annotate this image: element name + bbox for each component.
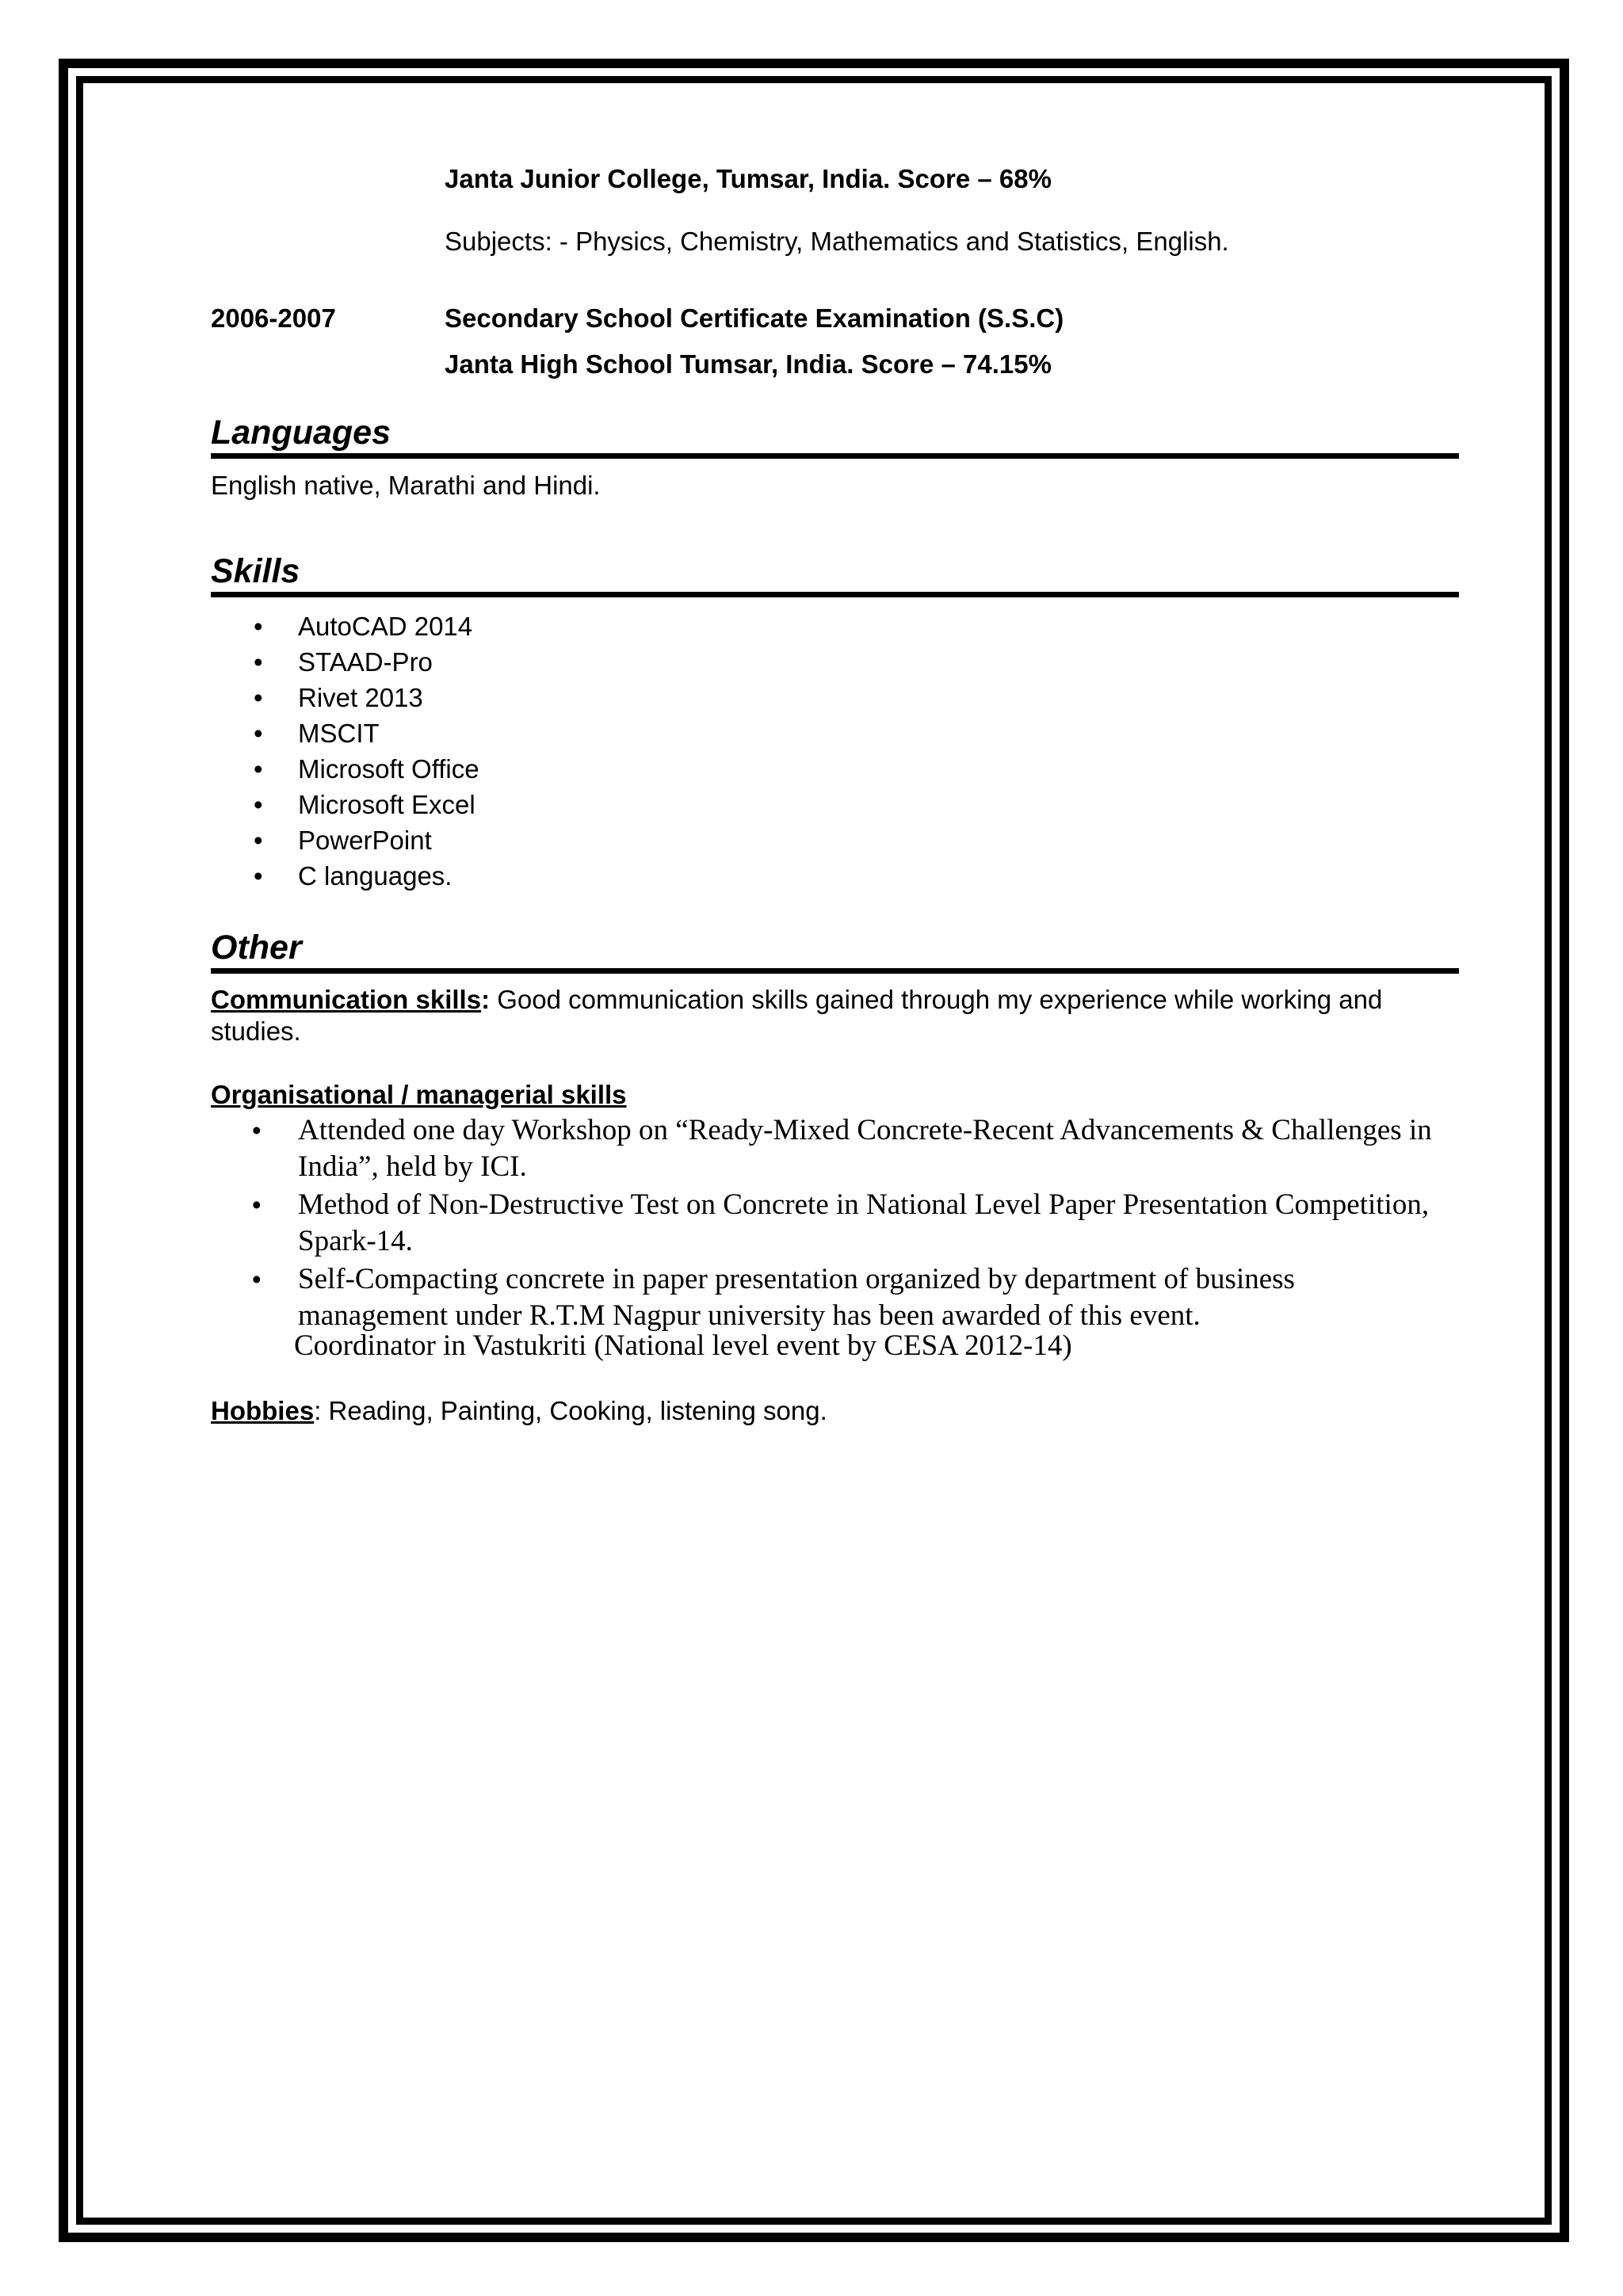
org-skills-label: Organisational / managerial skills	[211, 1080, 627, 1109]
communication-text: Good communication skills gained through my experience while working and studies.	[211, 985, 1383, 1046]
hobbies-text: : Reading, Painting, Cooking, listening song.	[314, 1396, 827, 1425]
bullet-icon: •	[254, 719, 263, 748]
list-item: • PowerPoint	[211, 822, 479, 858]
hsc-school: Janta Junior College, Tumsar, India. Score – 68%	[445, 164, 1052, 193]
communication-label: Communication skills	[211, 985, 482, 1014]
ssc-year: 2006-2007	[211, 303, 336, 333]
ssc-school: Janta High School Tumsar, India. Score – 74.15%	[445, 349, 1052, 379]
bullet-icon: •	[254, 754, 263, 784]
bullet-icon: •	[254, 612, 263, 641]
hobbies-line	[211, 1396, 827, 1426]
hsc-subjects: Subjects: - Physics, Chemistry, Mathematics and Statistics, English.	[445, 227, 1229, 256]
ssc-exam: Secondary School Certificate Examination (S.S.C)	[445, 303, 1064, 333]
bullet-icon: •	[252, 1264, 262, 1294]
bullet-icon: •	[254, 826, 263, 855]
skills-list	[211, 608, 479, 894]
list-item: • AutoCAD 2014	[211, 608, 479, 644]
other-heading: Other	[211, 931, 1459, 974]
list-item: • Microsoft Excel	[211, 787, 479, 822]
hobbies-label: Hobbies	[211, 1396, 315, 1425]
bullet-icon: •	[254, 647, 263, 677]
list-item: • Microsoft Office	[211, 751, 479, 787]
list-item: • Attended one day Workshop on “Ready-Mixed Concrete-Recent Advancements & Challenges in India”, held by ICI.	[252, 1114, 1432, 1183]
list-item: • STAAD-Pro	[211, 644, 479, 680]
languages-heading: Languages	[211, 416, 1459, 459]
coordinator-line: Coordinator in Vastukriti (National level event by CESA 2012-14)	[294, 1329, 1072, 1362]
bullet-icon: •	[254, 861, 263, 891]
bullet-icon: •	[252, 1116, 262, 1145]
list-item: • Rivet 2013	[211, 680, 479, 715]
communication-paragraph: Communication skills: Good communication skills gained through my experience while working and studies.	[211, 985, 1383, 1046]
list-item: • C languages.	[211, 858, 479, 894]
bullet-icon: •	[254, 683, 263, 712]
list-item: • Self-Compacting concrete in paper presentation organized by department of business management under R.T.M Nagpur university has been awarded of this event.	[252, 1263, 1295, 1332]
bullet-icon: •	[252, 1190, 262, 1219]
bullet-icon: •	[254, 790, 263, 819]
list-item: • Method of Non-Destructive Test on Concrete in National Level Paper Presentation Competition, Spark-14.	[252, 1188, 1430, 1257]
list-item: • MSCIT	[211, 715, 479, 751]
languages-text: English native, Marathi and Hindi.	[211, 471, 601, 500]
org-skills-list	[211, 1112, 1447, 1336]
skills-heading: Skills	[211, 555, 1459, 597]
